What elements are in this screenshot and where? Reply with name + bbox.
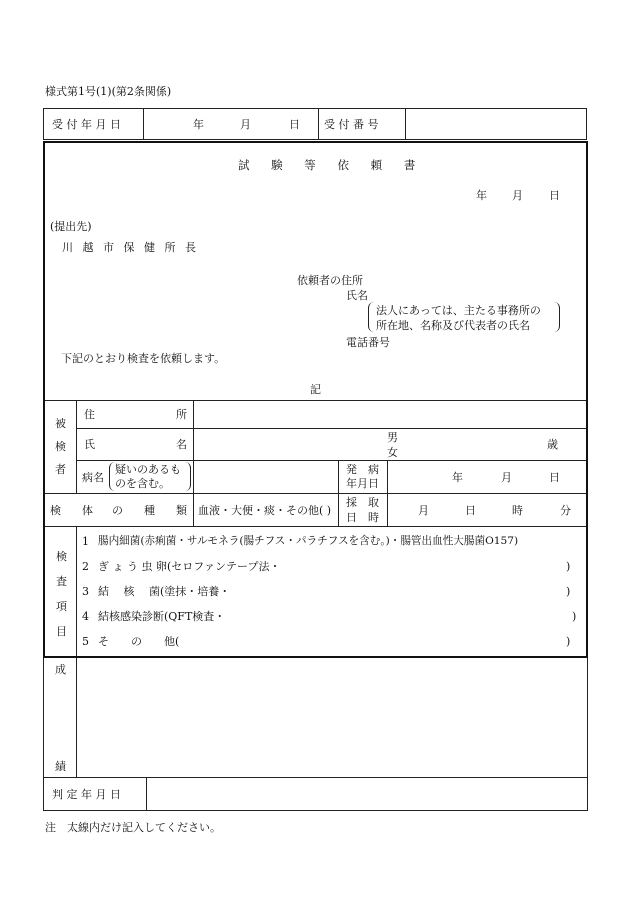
test-item-1[interactable]: 腸内細菌(赤痢菌・サルモネラ(腸チフス・パラチフスを含む。)・腸管出血性大腸菌O157) — [98, 535, 519, 547]
test-item-1-num: 1 — [82, 535, 89, 548]
results-label-top: 成 — [55, 663, 66, 676]
submit-to-label: (提出先) — [50, 220, 92, 233]
collected-minute-unit: 分 — [560, 504, 571, 517]
test-item-4-num: 4 — [82, 610, 89, 623]
judgement-date-label: 判 定 年 月 日 — [52, 788, 121, 801]
form-number: 様式第1号(1)(第2条関係) — [45, 85, 172, 98]
name-label-a: 氏 — [84, 438, 95, 451]
results-field[interactable] — [77, 659, 586, 776]
request-year-unit: 年 — [476, 189, 487, 202]
test-item-5-close: ) — [566, 635, 571, 648]
onset-year-unit: 年 — [452, 471, 463, 484]
test-item-2-num: 2 — [82, 560, 89, 573]
phone-label: 電話番号 — [346, 336, 390, 349]
collected-label-line1: 採 取 — [346, 496, 379, 509]
receipt-year-unit: 年 — [193, 118, 204, 131]
address-label-b: 所 — [176, 408, 187, 421]
tests-label-1: 検 — [56, 550, 67, 563]
test-item-4-close: ) — [572, 610, 577, 623]
disease-note-line2: のを含む。 — [115, 477, 170, 490]
tests-label-4: 目 — [56, 625, 67, 638]
recipient: 川 越 市 保 健 所 長 — [62, 241, 199, 254]
results-label-bottom: 績 — [55, 760, 66, 773]
test-item-3-close: ) — [566, 585, 571, 598]
name-label-b: 名 — [176, 438, 187, 451]
subject-address-field[interactable] — [194, 401, 586, 428]
tests-label-2: 査 — [56, 575, 67, 588]
onset-month-unit: 月 — [501, 471, 512, 484]
test-items-list — [78, 533, 584, 653]
onset-label-line2: 年月日 — [346, 477, 379, 490]
collected-month-unit: 月 — [418, 504, 429, 517]
corp-note-line1: 法人にあっては、主たる事務所の — [376, 304, 541, 317]
test-item-3[interactable]: 結 核 菌(塗抹・培養・ — [98, 585, 231, 598]
sex-male[interactable]: 男 — [387, 431, 398, 444]
disease-note-line1: 疑いのあるも — [115, 463, 181, 476]
address-label-a: 住 — [84, 408, 95, 421]
corp-note-line2: 所在地、名称及び代表者の氏名 — [376, 319, 530, 332]
test-item-5-num: 5 — [82, 635, 89, 648]
onset-label-line1: 発 病 — [346, 463, 379, 476]
receipt-date-label: 受 付 年 月 日 — [52, 118, 121, 131]
specimen-label-3: の — [112, 504, 123, 517]
subject-name-field[interactable] — [194, 429, 384, 460]
specimen-label-4: 種 — [144, 504, 155, 517]
specimen-label-1: 検 — [50, 504, 61, 517]
form-title: 試 験 等 依 頼 書 — [238, 158, 425, 172]
collected-day-unit: 日 — [465, 504, 476, 517]
requester-address-label: 依頼者の住所 — [297, 274, 363, 287]
judgement-date-field[interactable] — [147, 778, 586, 809]
collected-hour-unit: 時 — [512, 504, 523, 517]
request-month-unit: 月 — [512, 189, 523, 202]
receipt-day-unit: 日 — [289, 118, 300, 131]
requester-name-label: 氏名 — [346, 289, 368, 302]
disease-label: 病名 — [82, 471, 104, 484]
onset-day-unit: 日 — [549, 471, 560, 484]
test-item-2[interactable]: ぎ ょ う 虫 卵(セロファンテープ法・ — [98, 560, 281, 573]
receipt-number-field[interactable] — [406, 109, 586, 139]
collected-label-line2: 日 時 — [346, 511, 379, 524]
subject-label-3: 者 — [55, 463, 66, 476]
ki-mark: 記 — [310, 383, 321, 396]
specimen-label-2: 体 — [82, 504, 93, 517]
sex-female[interactable]: 女 — [387, 446, 398, 459]
test-item-3-num: 3 — [82, 585, 89, 598]
age-unit: 歳 — [547, 438, 558, 451]
subject-label-1: 被 — [55, 417, 66, 430]
subject-label-2: 検 — [55, 440, 66, 453]
test-item-2-close: ) — [566, 560, 571, 573]
receipt-number-label: 受 付 番 号 — [324, 118, 379, 131]
specimen-types[interactable]: 血液・大便・痰・その他( ) — [198, 504, 332, 517]
receipt-month-unit: 月 — [240, 118, 251, 131]
test-item-5[interactable]: そ の 他( — [98, 635, 180, 648]
disease-name-field[interactable] — [194, 461, 337, 493]
request-day-unit: 日 — [549, 189, 560, 202]
footnote: 注 太線内だけ記入してください。 — [45, 821, 221, 834]
tests-label-3: 項 — [56, 600, 67, 613]
request-text: 下記のとおり検査を依頼します。 — [61, 352, 226, 365]
test-item-4[interactable]: 結核感染診断(QFT検査・ — [98, 610, 226, 623]
specimen-label-5: 類 — [176, 504, 187, 517]
